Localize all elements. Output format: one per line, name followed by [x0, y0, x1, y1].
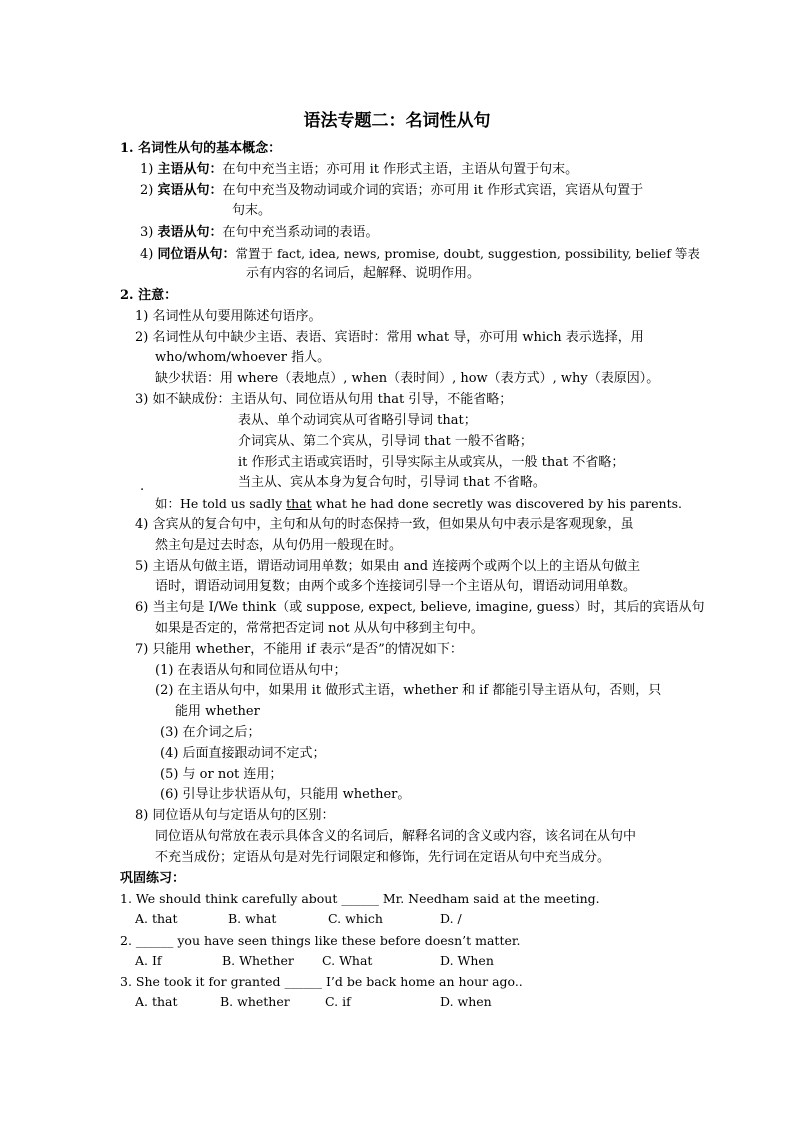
concept-item-3 — [140, 224, 379, 242]
item-text-continued: 示有内容的名词后，起解释、说明作用。 — [246, 266, 481, 281]
concept-item-4 — [140, 245, 700, 264]
q2-option-d: D. When — [440, 953, 494, 968]
q3-option-a: A. that — [135, 994, 178, 1009]
q1-option-a: A. that — [135, 911, 178, 926]
note-5-continued: 语时，谓语动词用复数；由两个或多个连接词引导一个主语从句，谓语动词用单数。 — [155, 579, 637, 594]
note-7-sub-5: (5) 与 or not 连用； — [160, 767, 283, 782]
item-number: 2) — [140, 183, 154, 198]
q3-option-b: B. whether — [220, 994, 290, 1009]
q2-option-c: C. What — [322, 953, 373, 968]
note-2: 2) 名词性从句中缺少主语、表语、宾语时：常用 what 导，亦可用 which 表示选择，用 — [135, 330, 644, 345]
q1-option-c: C. which — [328, 911, 383, 926]
question-2: 2. ______ you have seen things like these before doesn’t matter. — [120, 933, 521, 948]
section-1-heading: 1. 名词性从句的基本概念： — [120, 141, 282, 156]
q2-option-a: A. If — [135, 953, 162, 968]
note-7-sub-3: (3) 在介词之后； — [160, 725, 261, 740]
note-7-sub-4: (4) 后面直接跟动词不定式； — [160, 746, 326, 761]
note-7: 7) 只能用 whether，不能用 if 表示“是否”的情况如下： — [135, 642, 463, 657]
example-suffix: what he had done secretly was discovered by his parents. — [311, 496, 683, 511]
note-7-sub-6: (6) 引导让步状语从句，只能用 whether。 — [160, 787, 411, 802]
item-number: 1) — [140, 162, 154, 177]
note-1: 1) 名词性从句要用陈述句语序。 — [135, 309, 322, 324]
q1-option-b: B. what — [228, 911, 277, 926]
item-text-continued: 句末。 — [232, 203, 272, 218]
section-2-heading: 2. 注意： — [120, 288, 178, 303]
item-term: 主语从句： — [157, 162, 223, 177]
item-term: 表语从句： — [157, 225, 223, 240]
item-number: 4) — [140, 247, 154, 262]
note-7-sub-2: (2) 在主语从句中，如果用 it 做形式主语，whether 和 if 都能引导主语从句，否则，只 — [155, 683, 662, 698]
question-1: 1. We should think carefully about ______ Mr. Needham said at the meeting. — [120, 891, 600, 906]
example-prefix: 如：He told us sadly — [155, 496, 287, 511]
note-4: 4) 含宾从的复合句中，主句和从句的时态保持一致，但如果从句中表示是客观现象，虽 — [135, 517, 634, 532]
item-text: 在句中充当系动词的表语。 — [222, 225, 379, 240]
practice-heading: 巩固练习： — [120, 871, 186, 886]
note-2-continued: 缺少状语：用 where（表地点）, when（表时间）, how（表方式）, why（表原因）。 — [155, 371, 660, 386]
note-7-sub-2-continued: 能用 whether — [175, 704, 260, 719]
page-title: 语法专题二：名词性从句 — [303, 111, 491, 131]
example-underlined: that — [286, 496, 312, 511]
note-3-continued: 介词宾从、第二个宾从，引导词 that 一般不省略； — [238, 434, 533, 449]
concept-item-1 — [140, 161, 578, 179]
concept-item-2 — [140, 182, 643, 200]
note-6-continued: 如果是否定的，常常把否定词 not 从从句中移到主句中。 — [155, 621, 484, 636]
note-8: 8) 同位语从句与定语从句的区别： — [135, 808, 335, 823]
note-3-continued: it 作形式主语或宾语时，引导实际主从或宾从，一般 that 不省略； — [238, 455, 625, 470]
note-4-continued: 然主句是过去时态，从句仍用一般现在时。 — [155, 538, 403, 553]
note-3: 3) 如不缺成份：主语从句、同位语从句用 that 引导，不能省略； — [135, 392, 513, 407]
q2-option-b: B. Whether — [222, 953, 294, 968]
note-3-continued: 表从、单个动词宾从可省略引导词 that； — [238, 413, 477, 428]
note-7-sub-1: (1) 在表语从句和同位语从句中； — [155, 663, 347, 678]
item-number: 3) — [140, 225, 154, 240]
item-text: 在句中充当及物动词或介词的宾语；亦可用 it 作形式宾语，宾语从句置于 — [222, 183, 644, 198]
note-5: 5) 主语从句做主语，谓语动词用单数；如果由 and 连接两个或两个以上的主语从句做主 — [135, 559, 641, 574]
q1-option-d: D. / — [440, 911, 462, 926]
note-8-continued: 不充当成份；定语从句是对先行词限定和修饰，先行词在定语从句中充当成分。 — [155, 850, 611, 865]
note-2-continued: who/whom/whoever 指人。 — [155, 350, 331, 365]
item-term: 同位语从句： — [157, 247, 236, 262]
q3-option-c: C. if — [325, 994, 351, 1009]
note-3-continued: 当主从、宾从本身为复合句时，引导词 that 不省略。 — [238, 475, 546, 490]
item-text: 常置于 fact, idea, news, promise, doubt, suggestion, possibility, belief 等表 — [235, 246, 700, 261]
stray-period: . — [140, 479, 145, 494]
note-6: 6) 当主句是 I/We think（或 suppose, expect, believe, imagine, guess）时，其后的宾语从句 — [135, 600, 705, 615]
example-sentence — [155, 495, 682, 513]
item-text: 在句中充当主语；亦可用 it 作形式主语，主语从句置于句末。 — [222, 162, 579, 177]
item-term: 宾语从句： — [157, 183, 223, 198]
question-3: 3. She took it for granted ______ I’d be back home an hour ago.. — [120, 974, 523, 989]
q3-option-d: D. when — [440, 994, 492, 1009]
note-8-continued: 同位语从句常放在表示具体含义的名词后，解释名词的含义或内容，该名词在从句中 — [155, 829, 637, 844]
